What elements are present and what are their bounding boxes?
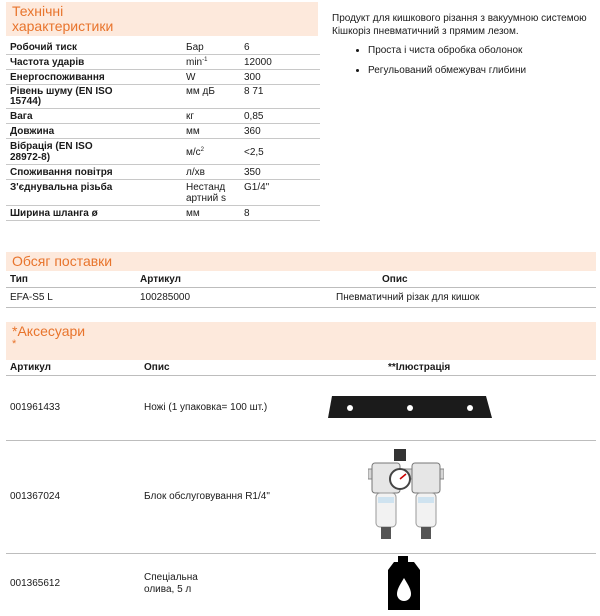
specs-title	[6, 2, 318, 36]
spec-unit-sup: 2	[200, 146, 204, 153]
blade-icon	[326, 394, 496, 422]
spec-label: Рівень шуму (EN ISO 15744)	[10, 86, 113, 107]
table-row	[6, 376, 596, 441]
spec-row	[6, 180, 320, 206]
delivery-type: EFA-S5 L	[10, 292, 53, 303]
spec-value: 360	[244, 126, 261, 137]
spec-row	[6, 55, 320, 70]
spec-value: 0,85	[244, 111, 264, 122]
accessories-header	[6, 362, 596, 376]
delivery-article: 100285000	[140, 292, 191, 303]
spec-unit: W	[186, 72, 196, 83]
spec-label: Споживання повітря	[10, 167, 113, 178]
spec-value: 8 71	[244, 86, 264, 97]
accessories-title	[6, 322, 596, 360]
spec-unit	[182, 145, 240, 159]
header-type: Тип	[10, 274, 28, 285]
delivery-header	[6, 274, 596, 288]
spec-value: <2,5	[244, 146, 264, 158]
spec-row	[6, 109, 320, 124]
spec-value: 350	[244, 167, 261, 178]
header-article: Артикул	[10, 362, 52, 373]
spec-row	[6, 70, 320, 85]
feature-item: • Проста і чиста обробка оболонок	[368, 44, 594, 57]
spec-unit-sup: -1	[202, 57, 208, 63]
acc-article: 001365612	[10, 578, 61, 589]
table-row	[6, 288, 596, 308]
service-unit-icon	[368, 447, 444, 547]
spec-value: 8	[244, 208, 250, 219]
spec-label: Вага	[10, 111, 33, 122]
spec-row	[6, 139, 320, 165]
spec-row	[6, 40, 320, 55]
accessories-table	[6, 362, 596, 614]
spec-unit	[182, 55, 240, 69]
spec-label: Вібрація (EN ISO 28972-8)	[10, 141, 93, 163]
table-row	[6, 441, 596, 554]
acc-article: 001961433	[10, 402, 61, 413]
spec-unit: Нестандартний s	[186, 182, 226, 204]
spec-label: Енергоспоживання	[10, 72, 105, 83]
spec-value: 300	[244, 72, 261, 83]
acc-desc: Спеціальна олива, 5 л	[144, 572, 198, 595]
oil-canister-icon	[384, 556, 424, 612]
accessories-title-mark: *	[12, 338, 17, 350]
delivery-title: Обсяг поставки	[6, 252, 596, 271]
feature-item: • Регульований обмежувач глибини	[368, 64, 594, 77]
spec-unit-text: min	[186, 57, 203, 68]
spec-unit: мм дБ	[186, 86, 215, 97]
spec-row	[6, 206, 320, 221]
delivery-table	[6, 274, 596, 308]
spec-unit: Бар	[186, 42, 204, 53]
acc-desc: Блок обслуговування R1/4"	[144, 491, 270, 502]
spec-row	[6, 165, 320, 180]
spec-unit: кг	[186, 111, 195, 122]
spec-value: G1/4"	[244, 182, 270, 193]
header-illustration: **Ілюстрація	[388, 362, 451, 373]
spec-label: З'єднувальна різьба	[10, 182, 113, 193]
spec-row	[6, 124, 320, 139]
product-description	[332, 12, 594, 84]
feature-list	[332, 44, 594, 77]
header-desc: Опис	[144, 362, 170, 373]
spec-label: Робочий тиск	[10, 42, 78, 53]
specs-title-line2: характеристики	[12, 18, 114, 34]
spec-unit-text: м/с	[186, 146, 201, 158]
specs-table	[6, 40, 320, 221]
spec-row	[6, 85, 320, 109]
delivery-desc: Пневматичний різак для кишок	[336, 292, 480, 303]
specs-title-line1: Технічні	[12, 3, 64, 19]
acc-article: 001367024	[10, 491, 61, 502]
spec-unit: л/хв	[186, 167, 205, 178]
spec-unit: мм	[186, 208, 200, 219]
description-text: Продукт для кишкового різання з вакуумною системою Кішкоріз пневматичний з прямим лезом.	[332, 13, 587, 37]
spec-label: Частота ударів	[10, 57, 85, 68]
acc-desc: Ножі (1 упаковка= 100 шт.)	[144, 402, 268, 413]
spec-value: 12000	[244, 57, 272, 68]
header-desc: Опис	[382, 274, 408, 285]
accessories-title-text: *Аксесуари	[12, 323, 86, 339]
table-row	[6, 554, 596, 614]
spec-unit: мм	[186, 126, 200, 137]
spec-value: 6	[244, 42, 250, 53]
header-article: Артикул	[140, 274, 182, 285]
spec-label: Довжина	[10, 126, 55, 137]
spec-label: Ширина шланга ø	[10, 208, 98, 219]
